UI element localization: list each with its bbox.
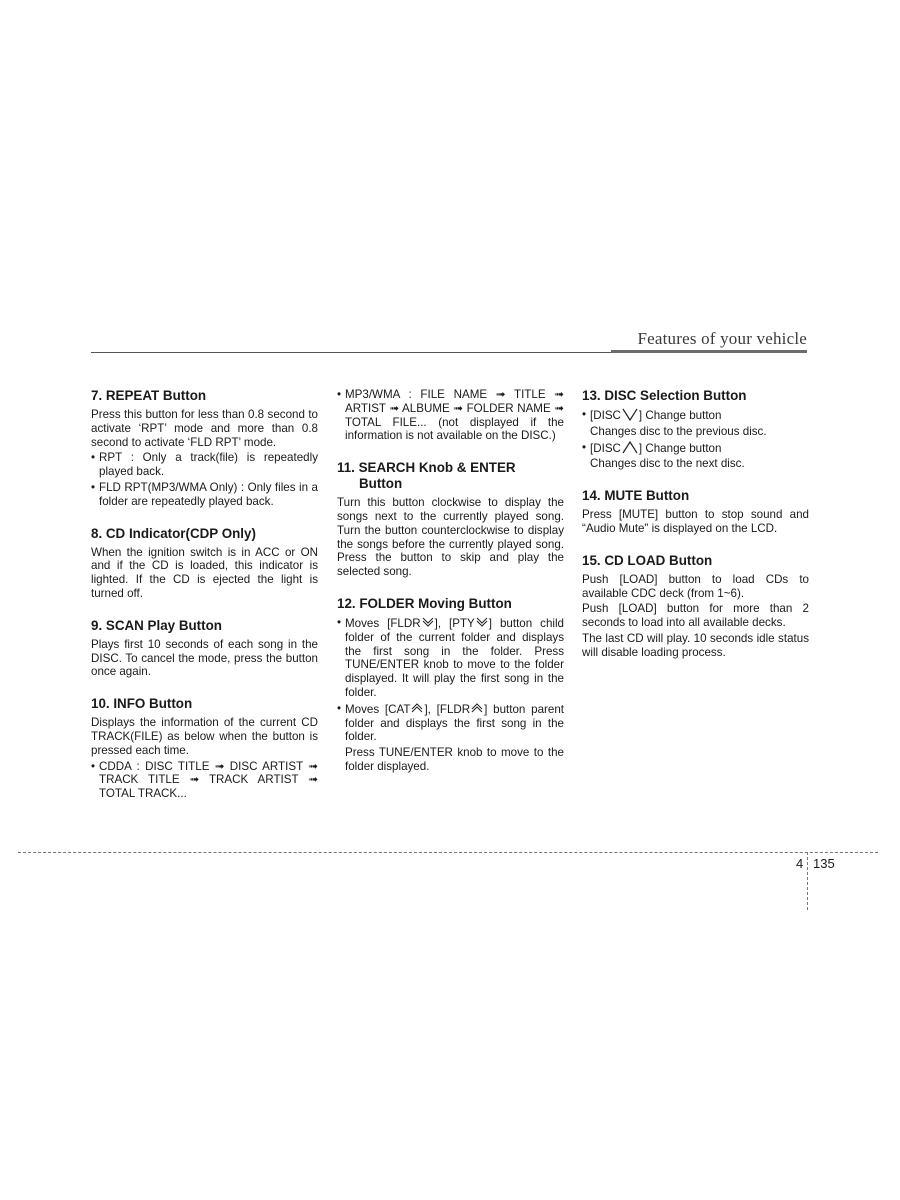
section-text: The last CD will play. 10 seconds idle status will disable loading process. [582,631,809,659]
heading-line: 11. SEARCH Knob & ENTER [337,460,516,476]
section-text: Displays the information of the current CD TRACK(FILE) as below when the button is pressed each time. [91,716,318,757]
list-item-note: Press TUNE/ENTER knob to move to the folder displayed. [345,746,564,773]
double-chevron-down-icon [421,616,435,628]
text-run: ], [PTY [434,616,475,630]
section-mute-button [582,488,809,536]
text-run: ] Change button [638,409,722,422]
text-run: [DISC [590,441,621,455]
section-folder-moving [337,596,564,774]
column-3 [582,388,809,677]
list-item: • MP3/WMA : FILE NAME ➟ TITLE ➟ ARTIST ➟ ALBUME ➟ FOLDER NAME ➟ TOTAL FILE... (not displayed if the information is not available on the DISC.) [337,388,564,443]
text-run: [DISC [590,409,621,422]
section-cd-load [582,553,809,660]
section-text: Push [LOAD] button to load CDs to available CDC deck (from 1~6). [582,572,809,600]
list-item [582,408,809,423]
list-item: • CDDA : DISC TITLE ➟ DISC ARTIST ➟ TRACK TITLE ➟ TRACK ARTIST ➟ TOTAL TRACK... [91,760,318,801]
header-rule-accent [611,350,807,353]
column-1 [91,388,318,818]
header-title: Features of your vehicle [637,329,807,348]
list-item [337,702,564,744]
section-text: When the ignition switch is in ACC or ON and if the CD is loaded, this indicator is lighted. If the CD is ejected the light is turned off. [91,545,318,600]
section-cd-indicator [91,526,318,601]
section-heading: 8. CD Indicator(CDP Only) [91,525,256,541]
chevron-down-icon [621,408,639,420]
section-text: Press [MUTE] button to stop sound and “Audio Mute” is displayed on the LCD. [582,508,809,535]
section-scan-play [91,618,318,679]
column-2 [337,388,564,791]
section-text: Press this button for less than 0.8 second to activate ‘RPT’ mode and more than 0.8 second to activate ‘FLD RPT’ mode. [91,408,318,449]
text-run: ] Change button [638,441,722,455]
section-disc-selection [582,388,809,471]
section-text: Plays first 10 seconds of each song in the DISC. To cancel the mode, press the button once again. [91,637,318,679]
heading-line: Button [359,476,403,492]
text-run: ], [FLDR [424,702,471,716]
section-text: Turn this button clockwise to display the songs next to the currently played song. Turn the button counterclockwise to display the songs before the currently played song. Press the button to skip and play the selected song. [337,496,564,579]
list-item: • FLD RPT(MP3/WMA Only) : Only files in a folder are repeatedly played back. [91,481,318,509]
chapter-number: 4 [796,856,804,871]
double-chevron-down-icon [475,616,489,628]
section-heading: 12. FOLDER Moving Button [337,595,512,611]
bullet-list [91,760,318,801]
list-item [582,441,809,456]
list-item-note: Changes disc to the next disc. [590,457,745,471]
section-search-knob [337,460,564,579]
bullet-list [337,616,564,744]
footer-page-divider [807,852,808,910]
bullet-list [91,451,318,508]
section-repeat-button [91,388,318,509]
section-info-button [91,696,318,801]
section-text: Push [LOAD] button for more than 2 seconds to load into all available decks. [582,602,809,630]
section-info-continued [337,388,564,443]
chevron-up-icon [621,441,639,453]
bullet-list [337,388,564,443]
text-run: ] button child folder of the current folder and displays the first song in the folder. Press TUNE/ENTER knob to move to the folder displayed. It will play the first song in the folder. [345,616,564,699]
section-heading: 14. MUTE Button [582,488,690,504]
double-chevron-up-icon [470,702,484,714]
text-run: Moves [CAT [345,702,411,716]
header-rule [91,352,611,353]
list-item-note: Changes disc to the previous disc. [590,424,767,438]
double-chevron-up-icon [410,702,424,714]
section-heading: 13. DISC Selection Button [582,388,747,403]
bullet-list [582,441,809,456]
section-heading: 10. INFO Button [91,696,193,712]
text-run: Moves [FLDR [345,616,421,630]
list-item: • RPT : Only a track(file) is repeatedly played back. [91,451,318,479]
section-heading: 7. REPEAT Button [91,388,207,403]
bullet-list [582,408,809,423]
text-run: ] button parent folder and displays the first song in the folder. [345,702,564,744]
section-heading: 15. CD LOAD Button [582,552,713,568]
section-heading: 9. SCAN Play Button [91,617,222,633]
footer-divider [18,852,878,853]
page-number: 135 [813,856,835,871]
list-item [337,616,564,700]
section-heading [337,460,564,492]
